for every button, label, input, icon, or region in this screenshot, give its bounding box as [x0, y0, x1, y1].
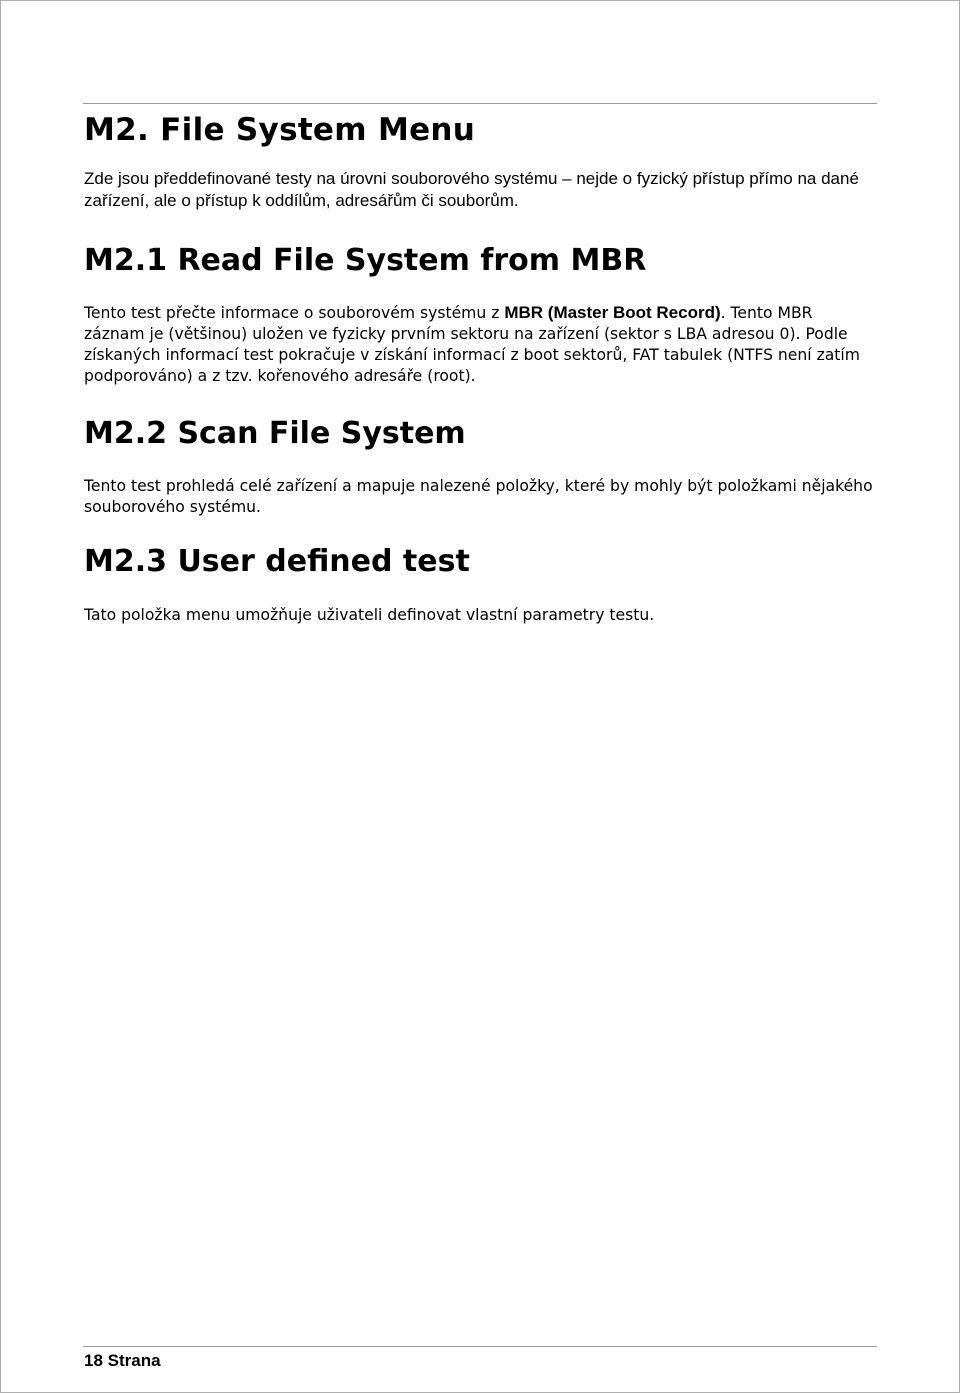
section-text-user-test: Tato položka menu umožňuje uživateli definovat vlastní parametry testu. — [84, 606, 655, 624]
page-number: 18 Strana — [84, 1351, 161, 1370]
header-rule — [83, 103, 877, 104]
document-content — [84, 108, 874, 626]
section-title-user-test: M2.3 User defined test — [84, 544, 470, 579]
footer-rule — [83, 1346, 877, 1347]
section-text-scan-fs: Tento test prohledá celé zařízení a mapuje nalezené položky, které by mohly být položkami nějakého souborového systému. — [84, 477, 873, 516]
mbr-term: MBR (Master Boot Record) — [504, 303, 721, 322]
section-text-read-fs — [84, 302, 874, 387]
section-text-suffix: . Tento MBR záznam je (většinou) uložen ve fyzicky prvním sektoru na zařízení (sektor s LBA adresou 0). Podle získaných informací test pokračuje v získání informací z boot sektorů, FAT tabulek (NTFS není zatím podporováno) a z tzv. kořenového adresáře (root). — [84, 304, 860, 385]
page-title: M2. File System Menu — [84, 112, 476, 148]
section-title-scan-fs: M2.2 Scan File System — [84, 416, 466, 451]
section-text-prefix: Tento test přečte informace o souborovém systému z — [84, 304, 505, 322]
intro-paragraph: Zde jsou předdefinované testy na úrovni souborového systému – nejde o fyzický přístup přímo na dané zařízení, ale o přístup k oddílům, adresářům či souborům. — [84, 169, 859, 210]
section-title-read-fs: M2.1 Read File System from MBR — [84, 243, 647, 278]
